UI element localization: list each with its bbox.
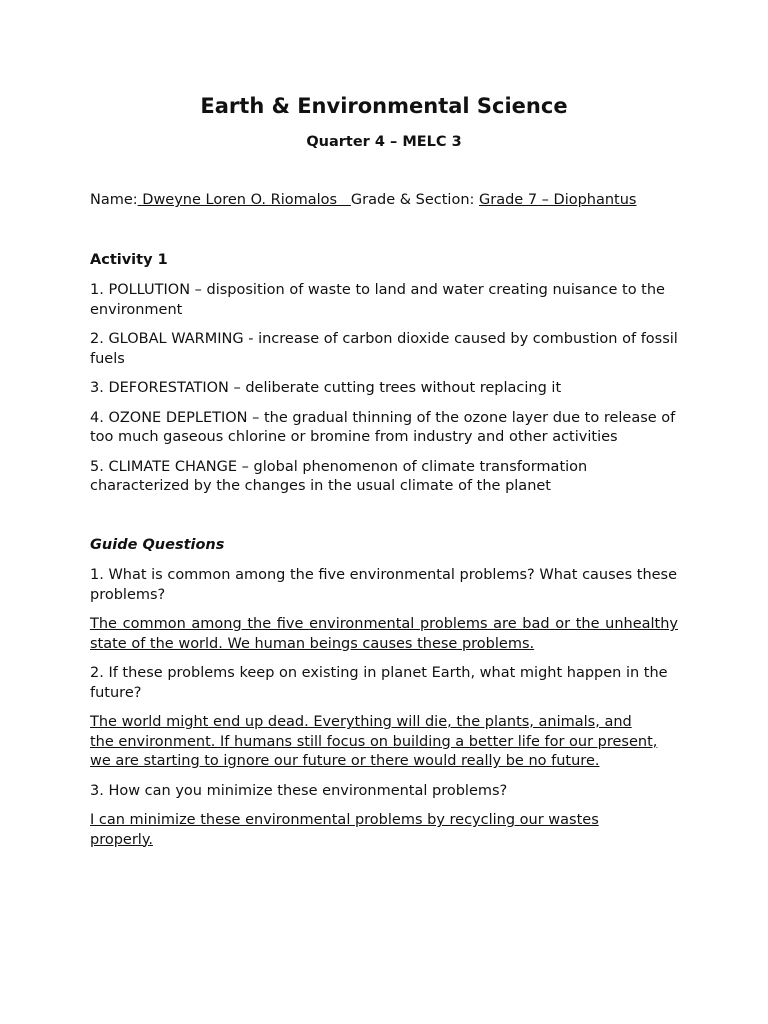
activity-heading: Activity 1 — [90, 251, 168, 268]
document-body — [90, 191, 678, 860]
grade-section: Grade 7 – Diophantus — [479, 192, 637, 208]
question-text: 1. What is common among the five environmental problems? What causes these problems? — [90, 567, 678, 603]
student-name: Dweyne Loren O. Riomalos — [137, 192, 351, 208]
guide-questions-heading: Guide Questions — [90, 536, 225, 553]
activity-item: 4. OZONE DEPLETION – the gradual thinning of the ozone layer due to release of too much gaseous chlorine or bromine from industry and other activities — [90, 409, 676, 445]
activity-item: 5. CLIMATE CHANGE – global phenomenon of climate transformation characterized by the changes in the usual climate of the planet — [90, 458, 588, 494]
activity-item: 1. POLLUTION – disposition of waste to land and water creating nuisance to the environment — [90, 282, 665, 318]
grade-label: Grade & Section: — [350, 192, 480, 208]
activity-item: 3. DEFORESTATION – deliberate cutting trees without replacing it — [90, 380, 562, 396]
name-grade-line — [90, 191, 678, 211]
document-subtitle: Quarter 4 – MELC 3 — [306, 134, 462, 150]
answer-text: I can minimize these environmental problems by recycling our wastes properly. — [90, 812, 599, 848]
question-text: 3. How can you minimize these environmental problems? — [90, 782, 508, 799]
question-text: 2. If these problems keep on existing in planet Earth, what might happen in the future? — [90, 665, 668, 701]
name-label: Name: — [90, 192, 138, 208]
activity-item: 2. GLOBAL WARMING - increase of carbon dioxide caused by combustion of fossil fuels — [90, 331, 678, 367]
document-title: Earth & Environmental Science — [200, 94, 568, 118]
answer-text: The world might end up dead. Everything will die, the plants, animals, and the environment. If humans still focus on building a better life for our present, we are starting to ignore our future or there would really be no future. — [90, 714, 658, 769]
answer-text: The common among the five environmental problems are bad or the unhealthy state of the world. We human beings causes these problems. — [90, 616, 678, 652]
